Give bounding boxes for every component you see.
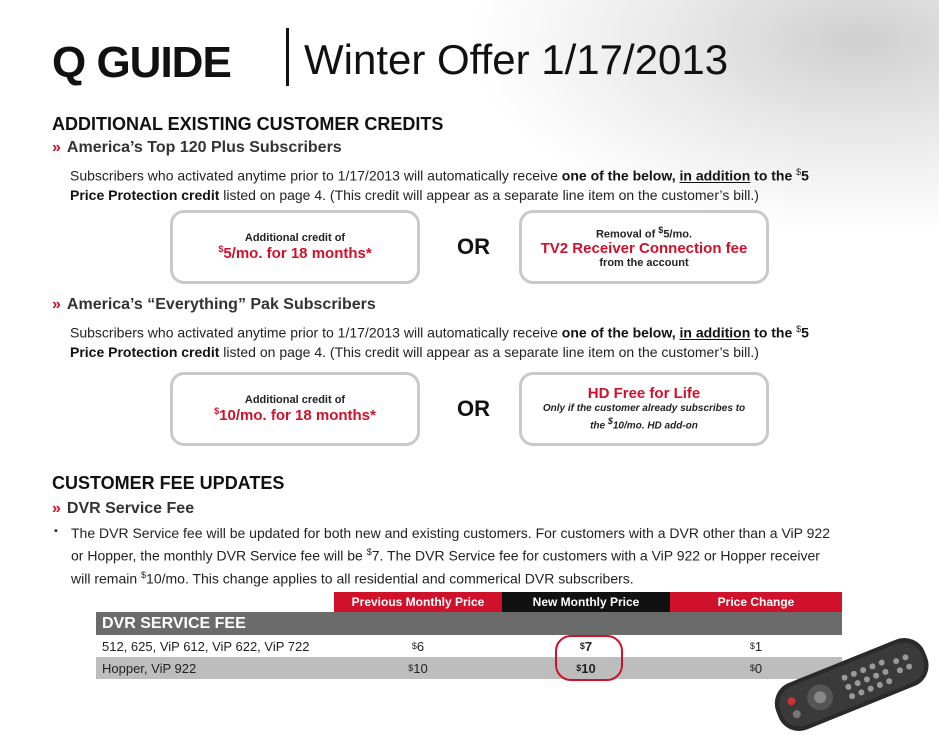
dvr-subheading xyxy=(52,500,194,518)
group1-underline: in addition xyxy=(679,167,751,184)
row-label: 512, 625, ViP 612, ViP 622, ViP 722 xyxy=(102,638,310,654)
title-divider xyxy=(286,28,289,86)
group2-hd-box xyxy=(519,372,769,446)
row-label: Hopper, ViP 922 xyxy=(102,660,197,676)
row-new-value: 10 xyxy=(581,660,596,676)
dvr-line3b: 10/mo. This change applies to all residential and commerical DVR subscribers. xyxy=(146,570,634,587)
page-title: Q GUIDE xyxy=(52,38,231,87)
group1-dollar: $ xyxy=(796,167,802,177)
dvr-line2b: 7. The DVR Service fee for customers with a ViP 922 or Hopper receiver xyxy=(371,547,820,564)
group1-title xyxy=(52,139,342,157)
chevron-right-icon: » xyxy=(52,139,61,156)
col-header-change: Price Change xyxy=(670,592,842,612)
dvr-line2a: or Hopper, the monthly DVR Service fee will be xyxy=(71,547,367,564)
box-note-line1: Only if the customer already subscribes to xyxy=(542,403,746,415)
dollar-sign: $ xyxy=(214,406,220,416)
row-prev-value: 6 xyxy=(416,638,425,654)
highlight-circle xyxy=(555,635,623,681)
row-prev xyxy=(334,635,502,657)
dollar-sign: $ xyxy=(576,663,582,673)
col-header-previous: Previous Monthly Price xyxy=(334,592,502,612)
box-offer xyxy=(218,244,371,262)
dollar-sign: $ xyxy=(749,663,755,673)
dollar-sign: $ xyxy=(749,641,755,651)
group1-credit-box xyxy=(170,210,420,284)
dollar-sign: $ xyxy=(408,663,414,673)
page-subtitle: Winter Offer 1/17/2013 xyxy=(304,36,729,83)
group2-bold: one of the below, xyxy=(561,324,680,341)
row-prev xyxy=(334,657,502,679)
or-label: OR xyxy=(457,396,490,421)
box-caption: Additional credit of xyxy=(244,232,346,244)
box-caption xyxy=(596,225,692,241)
group2-credit-box xyxy=(170,372,420,446)
group1-amount: 5 xyxy=(801,167,809,184)
box-note-line2b: 10/mo. HD add-on xyxy=(612,420,698,432)
row-prev-value: 10 xyxy=(413,660,428,676)
box-caption: Additional credit of xyxy=(244,394,346,406)
group1-line2-bold: Price Protection credit xyxy=(70,186,220,203)
box-footer: from the account xyxy=(599,257,689,270)
group2-bold2: to the xyxy=(750,324,797,341)
box-offer xyxy=(214,406,376,424)
group2-title-text: America’s “Everything” Pak Subscribers xyxy=(66,296,376,313)
group2-description xyxy=(70,320,900,362)
box-offer-text: 10/mo. for 18 months* xyxy=(219,407,376,424)
row-change-value: 1 xyxy=(754,638,763,654)
box-caption-b: 5/mo. xyxy=(663,228,693,241)
col-header-new: New Monthly Price xyxy=(502,592,670,612)
group1-title-text: America’s Top 120 Plus Subscribers xyxy=(66,139,342,156)
dollar-sign: $ xyxy=(607,416,613,427)
group2-text: Subscribers who activated anytime prior to 1/17/2013 will automatically receive xyxy=(70,324,562,341)
box-caption-a: Removal of xyxy=(595,228,659,241)
group1-bold: one of the below, xyxy=(561,167,680,184)
dollar-sign: $ xyxy=(141,569,147,580)
group2-underline: in addition xyxy=(679,324,751,341)
dvr-line1: The DVR Service fee will be updated for both new and existing customers. For customers with a DVR other than a ViP 922 xyxy=(71,525,830,541)
group2-amount: 5 xyxy=(801,324,809,341)
dvr-subheading-text: DVR Service Fee xyxy=(66,500,195,517)
box-note xyxy=(543,402,745,432)
dvr-line3a: will remain xyxy=(71,570,142,587)
group2-title xyxy=(52,296,376,314)
dollar-sign: $ xyxy=(411,641,417,651)
chevron-right-icon: » xyxy=(52,296,61,313)
or-label: OR xyxy=(457,234,490,259)
bullet-icon: ▪ xyxy=(54,525,58,537)
group2-dollar: $ xyxy=(796,324,802,334)
table-section-label: DVR SERVICE FEE xyxy=(96,612,842,635)
dollar-sign: $ xyxy=(579,641,585,651)
group1-text: Subscribers who activated anytime prior to 1/17/2013 will automatically receive xyxy=(70,167,562,184)
group1-bold2: to the xyxy=(750,167,797,184)
chevron-right-icon: » xyxy=(52,500,61,517)
dollar-sign: $ xyxy=(658,224,664,235)
group1-removal-box xyxy=(519,210,769,284)
box-offer-text: 5/mo. for 18 months* xyxy=(223,245,372,262)
table-row xyxy=(96,657,842,679)
credits-heading: ADDITIONAL EXISTING CUSTOMER CREDITS xyxy=(52,114,444,134)
row-new-value: 7 xyxy=(584,638,593,654)
dollar-sign: $ xyxy=(218,244,224,254)
box-note-line2a: the xyxy=(590,420,608,432)
dvr-description xyxy=(71,524,901,588)
box-offer: TV2 Receiver Connection fee xyxy=(540,240,748,258)
remote-control-icon xyxy=(765,628,935,738)
group2-line2-bold: Price Protection credit xyxy=(70,343,220,360)
fees-heading: CUSTOMER FEE UPDATES xyxy=(52,473,285,493)
group1-line2-text: listed on page 4. (This credit will appear as a separate line item on the customer’s bill.) xyxy=(219,186,759,203)
dollar-sign: $ xyxy=(366,547,372,557)
group1-description xyxy=(70,163,900,205)
row-change-value: 0 xyxy=(754,660,763,676)
group2-line2-text: listed on page 4. (This credit will appear as a separate line item on the customer’s bill.) xyxy=(219,343,759,360)
box-offer: HD Free for Life xyxy=(587,385,701,403)
table-row xyxy=(96,635,842,657)
